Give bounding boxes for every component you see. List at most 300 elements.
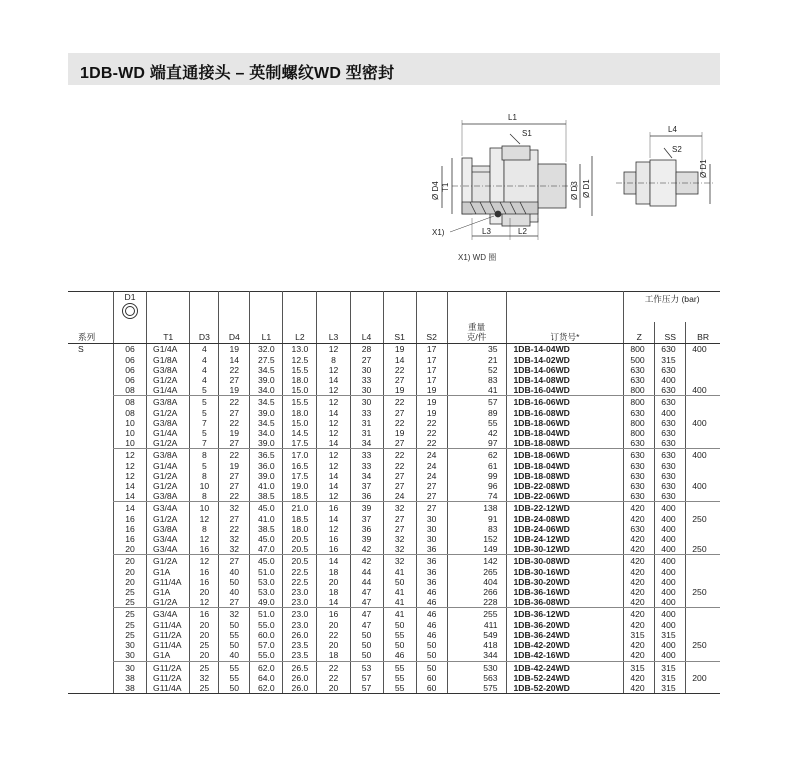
cell-t1: G1A	[147, 587, 190, 597]
cell-l1: 36.5	[250, 449, 283, 461]
cell-order: 1DB-30-16WD	[506, 567, 624, 577]
cell-z: 420	[624, 534, 655, 544]
cell-l2: 26.0	[283, 673, 317, 683]
table-row	[68, 461, 720, 471]
cell-l4: 37	[350, 514, 383, 524]
cell-ss: 315	[655, 683, 686, 694]
cell-d1: 14	[113, 481, 146, 491]
cell-order: 1DB-36-16WD	[506, 587, 624, 597]
tube-section-icon	[121, 302, 139, 320]
cell-br	[686, 365, 720, 375]
cell-s2: 36	[416, 577, 447, 587]
cell-d3: 8	[190, 491, 219, 502]
cell-d3: 7	[190, 418, 219, 428]
cell-l4: 44	[350, 567, 383, 577]
cell-l2: 23.0	[283, 620, 317, 630]
cell-d3: 8	[190, 524, 219, 534]
series-cell	[68, 365, 113, 375]
cell-d1: 10	[113, 418, 146, 428]
cell-l3: 20	[317, 683, 350, 694]
cell-br: 400	[686, 385, 720, 396]
cell-d3: 25	[190, 683, 219, 694]
cell-l4: 47	[350, 597, 383, 608]
cell-order: 1DB-18-04WD	[506, 461, 624, 471]
cell-l3: 14	[317, 514, 350, 524]
cell-ss: 400	[655, 650, 686, 661]
cell-t1: G1/4A	[147, 385, 190, 396]
table-row	[68, 375, 720, 385]
cell-br: 400	[686, 344, 720, 355]
cell-z: 420	[624, 597, 655, 608]
cell-s2: 24	[416, 461, 447, 471]
cell-br	[686, 661, 720, 673]
cell-t1: G1/4A	[147, 428, 190, 438]
cell-s2: 19	[416, 408, 447, 418]
cell-d3: 4	[190, 365, 219, 375]
cell-ss: 400	[655, 567, 686, 577]
cell-d4: 22	[219, 396, 250, 408]
cell-ss: 630	[655, 428, 686, 438]
cell-d3: 12	[190, 555, 219, 567]
col-order: 订货号*	[506, 322, 624, 344]
cell-l1: 34.5	[250, 396, 283, 408]
cell-l4: 44	[350, 577, 383, 587]
cell-d1: 25	[113, 620, 146, 630]
cell-weight: 61	[447, 461, 506, 471]
cell-z: 420	[624, 514, 655, 524]
cell-br: 250	[686, 514, 720, 524]
cell-ss: 630	[655, 365, 686, 375]
table-row	[68, 481, 720, 491]
cell-l4: 36	[350, 491, 383, 502]
cell-d3: 7	[190, 438, 219, 449]
table-row	[68, 608, 720, 620]
cell-l3: 12	[317, 385, 350, 396]
cell-l2: 15.0	[283, 418, 317, 428]
cell-l1: 41.0	[250, 481, 283, 491]
table-row	[68, 650, 720, 661]
cell-s2: 27	[416, 502, 447, 514]
cell-ss: 630	[655, 385, 686, 396]
cell-z: 420	[624, 608, 655, 620]
table-row	[68, 428, 720, 438]
label-d1: Ø D1	[582, 179, 591, 198]
cell-ss: 630	[655, 449, 686, 461]
series-cell: S	[78, 344, 84, 355]
cell-t1: G1/4A	[147, 461, 190, 471]
cell-order: 1DB-18-08WD	[506, 471, 624, 481]
cell-d1: 16	[113, 524, 146, 534]
cell-d1: 25	[113, 597, 146, 608]
cell-ss: 630	[655, 461, 686, 471]
cell-order: 1DB-42-16WD	[506, 650, 624, 661]
table-row	[68, 385, 720, 396]
cell-l4: 34	[350, 438, 383, 449]
cell-z: 630	[624, 461, 655, 471]
cell-d4: 22	[219, 418, 250, 428]
cell-order: 1DB-16-06WD	[506, 396, 624, 408]
table-row	[68, 408, 720, 418]
cell-l1: 57.0	[250, 640, 283, 650]
cell-weight: 530	[447, 661, 506, 673]
cell-s2: 46	[416, 597, 447, 608]
cell-d4: 27	[219, 597, 250, 608]
cell-d1: 08	[113, 385, 146, 396]
cell-d4: 19	[219, 344, 250, 355]
label-l4: L4	[668, 125, 677, 134]
table-row	[68, 544, 720, 555]
cell-d1: 06	[113, 344, 146, 355]
cell-order: 1DB-42-24WD	[506, 661, 624, 673]
cell-d3: 20	[190, 587, 219, 597]
cell-z: 630	[624, 481, 655, 491]
series-cell	[68, 471, 113, 481]
cell-order: 1DB-14-08WD	[506, 375, 624, 385]
cell-br	[686, 438, 720, 449]
cell-s2: 27	[416, 491, 447, 502]
cell-d1: 14	[113, 491, 146, 502]
cell-weight: 52	[447, 365, 506, 375]
cell-d4: 27	[219, 514, 250, 524]
cell-weight: 97	[447, 438, 506, 449]
series-cell	[68, 461, 113, 471]
col-s1: S1	[383, 322, 416, 344]
cell-weight: 57	[447, 396, 506, 408]
cell-z: 630	[624, 449, 655, 461]
cell-d4: 22	[219, 365, 250, 375]
cell-l1: 39.0	[250, 471, 283, 481]
cell-s2: 17	[416, 365, 447, 375]
cell-l3: 12	[317, 418, 350, 428]
series-cell	[68, 514, 113, 524]
cell-t1: G3/8A	[147, 418, 190, 428]
cell-l3: 14	[317, 375, 350, 385]
cell-l1: 34.0	[250, 428, 283, 438]
cell-d4: 27	[219, 481, 250, 491]
cell-s1: 22	[383, 461, 416, 471]
cell-weight: 575	[447, 683, 506, 694]
cell-l2: 26.0	[283, 683, 317, 694]
table-row	[68, 449, 720, 461]
cell-order: 1DB-18-06WD	[506, 449, 624, 461]
cell-l4: 33	[350, 449, 383, 461]
cell-z: 800	[624, 344, 655, 355]
cell-br	[686, 471, 720, 481]
cell-l3: 20	[317, 577, 350, 587]
table-row	[68, 514, 720, 524]
cell-s2: 22	[416, 418, 447, 428]
cell-order: 1DB-24-06WD	[506, 524, 624, 534]
cell-d4: 32	[219, 502, 250, 514]
cell-weight: 266	[447, 587, 506, 597]
cell-z: 420	[624, 567, 655, 577]
cell-order: 1DB-52-24WD	[506, 673, 624, 683]
cell-d1: 12	[113, 471, 146, 481]
cell-l3: 20	[317, 620, 350, 630]
col-z: Z	[624, 322, 655, 344]
cell-t1: G11/4A	[147, 683, 190, 694]
cell-ss: 630	[655, 418, 686, 428]
cell-weight: 411	[447, 620, 506, 630]
label-d1-right: Ø D1	[699, 159, 708, 178]
cell-l4: 30	[350, 385, 383, 396]
cell-br: 250	[686, 587, 720, 597]
cell-d1: 16	[113, 514, 146, 524]
cell-br	[686, 630, 720, 640]
cell-order: 1DB-36-24WD	[506, 630, 624, 640]
cell-br	[686, 355, 720, 365]
table-row	[68, 491, 720, 502]
cell-l3: 16	[317, 608, 350, 620]
cell-s2: 22	[416, 428, 447, 438]
cell-order: 1DB-30-12WD	[506, 544, 624, 555]
title-bar	[68, 53, 720, 85]
cell-t1: G1/2A	[147, 408, 190, 418]
cell-s1: 27	[383, 438, 416, 449]
cell-d1: 20	[113, 567, 146, 577]
cell-order: 1DB-16-08WD	[506, 408, 624, 418]
cell-ss: 630	[655, 344, 686, 355]
cell-d3: 25	[190, 661, 219, 673]
cell-br	[686, 650, 720, 661]
col-weight	[447, 322, 506, 344]
cell-l4: 37	[350, 481, 383, 491]
table-row	[68, 683, 720, 694]
cell-d3: 8	[190, 449, 219, 461]
series-cell	[68, 502, 113, 514]
label-s1: S1	[522, 129, 532, 138]
cell-l4: 57	[350, 673, 383, 683]
cell-d4: 22	[219, 449, 250, 461]
cell-l3: 12	[317, 461, 350, 471]
table-row	[68, 577, 720, 587]
cell-order: 1DB-52-20WD	[506, 683, 624, 694]
cell-weight: 563	[447, 673, 506, 683]
cell-l2: 18.0	[283, 524, 317, 534]
cell-s1: 14	[383, 355, 416, 365]
cell-ss: 630	[655, 481, 686, 491]
cell-s2: 30	[416, 514, 447, 524]
cell-d1: 38	[113, 673, 146, 683]
cell-z: 420	[624, 640, 655, 650]
cell-s2: 30	[416, 534, 447, 544]
cell-ss: 630	[655, 396, 686, 408]
cell-d3: 5	[190, 396, 219, 408]
cell-d4: 14	[219, 355, 250, 365]
cell-l4: 36	[350, 524, 383, 534]
cell-d1: 25	[113, 587, 146, 597]
cell-d3: 20	[190, 630, 219, 640]
cell-order: 1DB-14-04WD	[506, 344, 624, 355]
cell-l2: 12.5	[283, 355, 317, 365]
cell-l1: 34.0	[250, 385, 283, 396]
cell-s2: 50	[416, 650, 447, 661]
cell-z: 800	[624, 385, 655, 396]
cell-l1: 53.0	[250, 577, 283, 587]
cell-d4: 50	[219, 620, 250, 630]
cell-t1: G11/4A	[147, 577, 190, 587]
cell-ss: 400	[655, 608, 686, 620]
series-cell	[68, 375, 113, 385]
cell-weight: 255	[447, 608, 506, 620]
cell-order: 1DB-36-08WD	[506, 597, 624, 608]
cell-s1: 27	[383, 514, 416, 524]
series-cell	[68, 524, 113, 534]
cell-s1: 32	[383, 555, 416, 567]
label-l3: L3	[482, 227, 491, 236]
cell-d1: 06	[113, 355, 146, 365]
table-row	[68, 418, 720, 428]
cell-d1: 20	[113, 555, 146, 567]
cell-weight: 55	[447, 418, 506, 428]
cell-l2: 17.0	[283, 449, 317, 461]
cell-l2: 15.5	[283, 396, 317, 408]
cell-t1: G11/2A	[147, 673, 190, 683]
page-title: 1DB-WD 端直通接头 – 英制螺纹WD 型密封	[80, 65, 395, 82]
cell-t1: G1/4A	[147, 344, 190, 355]
cell-l2: 23.0	[283, 608, 317, 620]
cell-weight: 152	[447, 534, 506, 544]
table-row	[68, 587, 720, 597]
cell-order: 1DB-42-20WD	[506, 640, 624, 650]
cell-br: 250	[686, 640, 720, 650]
cell-d4: 55	[219, 630, 250, 640]
cell-z: 500	[624, 355, 655, 365]
cell-z: 420	[624, 544, 655, 555]
cell-br	[686, 428, 720, 438]
cell-order: 1DB-36-12WD	[506, 608, 624, 620]
cell-ss: 400	[655, 597, 686, 608]
cell-d1: 20	[113, 577, 146, 587]
cell-br	[686, 491, 720, 502]
series-cell	[68, 640, 113, 650]
cell-l3: 16	[317, 534, 350, 544]
cell-d4: 50	[219, 577, 250, 587]
cell-z: 420	[624, 577, 655, 587]
cell-ss: 400	[655, 555, 686, 567]
cell-l4: 42	[350, 555, 383, 567]
cell-s1: 55	[383, 630, 416, 640]
cell-l3: 16	[317, 544, 350, 555]
cell-d3: 12	[190, 534, 219, 544]
cell-t1: G3/8A	[147, 491, 190, 502]
cell-l2: 23.5	[283, 640, 317, 650]
cell-s1: 50	[383, 640, 416, 650]
cell-order: 1DB-22-08WD	[506, 481, 624, 491]
cell-t1: G1A	[147, 567, 190, 577]
cell-s2: 24	[416, 471, 447, 481]
cell-d4: 55	[219, 673, 250, 683]
col-s2: S2	[416, 322, 447, 344]
cell-d4: 27	[219, 471, 250, 481]
table-row	[68, 620, 720, 630]
cell-d3: 5	[190, 385, 219, 396]
cell-ss: 400	[655, 524, 686, 534]
cell-l3: 14	[317, 555, 350, 567]
cell-l3: 8	[317, 355, 350, 365]
cell-z: 630	[624, 524, 655, 534]
cell-l1: 39.0	[250, 375, 283, 385]
spec-table	[68, 291, 720, 694]
cell-l4: 42	[350, 544, 383, 555]
cell-br	[686, 408, 720, 418]
cell-s2: 60	[416, 673, 447, 683]
cell-d1: 06	[113, 365, 146, 375]
table-row	[68, 344, 720, 355]
cell-t1: G11/2A	[147, 661, 190, 673]
d1-header-label: D1	[124, 292, 136, 302]
series-cell	[68, 587, 113, 597]
cell-d1: 30	[113, 640, 146, 650]
cell-l2: 20.5	[283, 555, 317, 567]
pressure-header: 工作压力 (bar)	[624, 292, 720, 323]
cell-l2: 16.5	[283, 461, 317, 471]
cell-l1: 60.0	[250, 630, 283, 640]
cell-ss: 630	[655, 438, 686, 449]
cell-l4: 57	[350, 683, 383, 694]
cell-z: 420	[624, 502, 655, 514]
label-x1: X1)	[432, 228, 445, 237]
cell-d1: 20	[113, 544, 146, 555]
cell-l2: 14.5	[283, 428, 317, 438]
cell-ss: 400	[655, 577, 686, 587]
cell-d4: 32	[219, 544, 250, 555]
cell-l3: 12	[317, 365, 350, 375]
cell-br	[686, 461, 720, 471]
col-l4: L4	[350, 322, 383, 344]
cell-z: 630	[624, 438, 655, 449]
cell-d3: 5	[190, 408, 219, 418]
cell-order: 1DB-16-04WD	[506, 385, 624, 396]
cell-l1: 39.0	[250, 408, 283, 418]
cell-ss: 400	[655, 514, 686, 524]
cell-t1: G1/2A	[147, 555, 190, 567]
cell-ss: 400	[655, 620, 686, 630]
cell-br	[686, 620, 720, 630]
cell-d3: 16	[190, 567, 219, 577]
cell-d4: 19	[219, 385, 250, 396]
cell-weight: 404	[447, 577, 506, 587]
col-ss: SS	[655, 322, 686, 344]
cell-s1: 50	[383, 577, 416, 587]
cell-z: 800	[624, 418, 655, 428]
cell-d1: 10	[113, 428, 146, 438]
cell-l1: 38.5	[250, 524, 283, 534]
cell-l3: 14	[317, 481, 350, 491]
cell-d4: 40	[219, 567, 250, 577]
cell-l4: 28	[350, 344, 383, 355]
cell-s1: 55	[383, 673, 416, 683]
cell-t1: G1/8A	[147, 355, 190, 365]
series-cell	[68, 597, 113, 608]
cell-z: 800	[624, 428, 655, 438]
cell-d4: 27	[219, 555, 250, 567]
cell-l1: 62.0	[250, 661, 283, 673]
cell-z: 420	[624, 620, 655, 630]
cell-br	[686, 608, 720, 620]
cell-ss: 630	[655, 491, 686, 502]
cell-l4: 33	[350, 408, 383, 418]
cell-d4: 19	[219, 428, 250, 438]
cell-d4: 19	[219, 461, 250, 471]
cell-d3: 25	[190, 640, 219, 650]
cell-s1: 41	[383, 587, 416, 597]
col-l2: L2	[283, 322, 317, 344]
cell-weight: 228	[447, 597, 506, 608]
label-d3: Ø D3	[570, 181, 579, 200]
cell-l3: 14	[317, 408, 350, 418]
cell-s1: 27	[383, 481, 416, 491]
